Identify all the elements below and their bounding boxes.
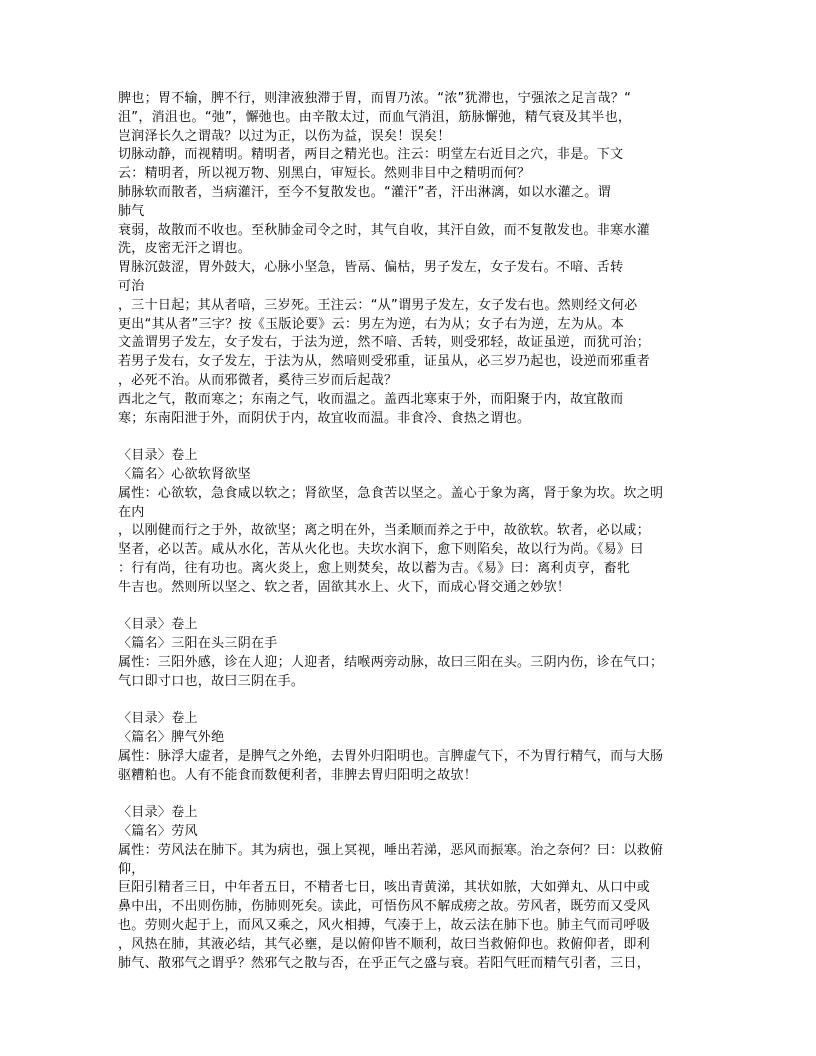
text-line: 胃脉沉鼓涩，胃外鼓大，心脉小坚急，皆鬲、偏枯，男子发左，女子发右。不喑、舌转 [118, 260, 624, 276]
text-line: 云：精明者，所以视万物、别黑白，审短长。然则非目中之精明而何？ [118, 166, 531, 182]
text-line: 气口即寸口也，故曰三阴在手。 [118, 673, 305, 689]
text-line: 在内 [118, 504, 145, 520]
text-line: 〈目录〉卷上 [118, 805, 198, 821]
text-line: 〈篇名〉脾气外绝 [118, 730, 225, 746]
text-line: ，三十日起；其从者喑，三岁死。王注云：“从”谓男子发左，女子发右也。然则经文何必 [118, 297, 638, 313]
blank-line [118, 785, 718, 804]
document-text-block [118, 90, 718, 973]
text-line: 衰弱，故散而不收也。至秋肺金司令之时，其气自收，其汗自敛，而不复散发也。非寒水灌 [118, 222, 651, 238]
text-line: 寒；东南阳泄于外，而阴伏于内，故宜收而温。非食冷、食热之谓也。 [118, 410, 531, 426]
text-line: 西北之气，散而寒之；东南之气，收而温之。盖西北寒束于外，而阳聚于内，故宜散而 [118, 391, 624, 407]
blank-line [118, 692, 718, 711]
text-line: 〈篇名〉劳风 [118, 824, 198, 840]
text-line: 属性：三阳外感，诊在人迎；人迎者，结喉两旁动脉，故曰三阳在头。三阴内伤，诊在气口； [118, 654, 664, 670]
text-line: 更出“其从者”三字？按《玉版论要》云：男左为逆，右为从；女子右为逆，左为从。本 [118, 316, 625, 332]
text-line: ，风热在肺，其液必结，其气必壅，是以俯仰皆不顺利，故曰当救俯仰也。救俯仰者，即利 [118, 936, 651, 952]
text-line: 切脉动静，而视精明。精明者，两目之精光也。注云：明堂左右近目之穴，非是。下文 [118, 147, 624, 163]
text-line: 〈目录〉卷上 [118, 448, 198, 464]
text-line: 沮”，消沮也。“弛”，懈弛也。由辛散太过，而血气消沮，筋脉懈弛，精气衰及其半也， [118, 109, 632, 125]
text-line: 属性：心欲软，急食咸以软之；肾欲坚，急食苦以坚之。盖心于象为离，肾于象为坎。坎之明 [118, 485, 664, 501]
text-line: 鼻中出，不出则伤肺，伤肺则死矣。读此，可悟伤风不解成痨之故。劳风者，既劳而又受风 [118, 899, 651, 915]
text-line: 属性：劳风法在肺下。其为病也，强上冥视，唾出若涕，恶风而振寒。治之奈何？曰：以救俯 [118, 842, 664, 858]
text-line: 洗，皮密无汗之谓也。 [118, 241, 252, 257]
text-line: ：行有尚，往有功也。离火炎上，愈上则焚矣，故以蓄为吉。《易》曰：离利贞亨，畜牝 [118, 560, 631, 576]
text-line: 〈篇名〉三阳在头三阴在手 [118, 636, 278, 652]
text-line: 〈目录〉卷上 [118, 711, 198, 727]
text-line: 也。劳则火起于上，而风又乘之，风火相搏，气凑于上，故云法在肺下也。肺主气而司呼吸 [118, 918, 651, 934]
text-line: ，以刚健而行之于外，故欲坚；离之明在外，当柔顺而养之于中，故欲软。软者，必以咸； [118, 523, 651, 539]
text-line: 肺脉软而散者，当病灌汗，至今不复散发也。“灌汗”者，汗出淋漓，如以水灌之。谓 [118, 184, 611, 200]
text-line: 〈目录〉卷上 [118, 617, 198, 633]
text-line: 〈篇名〉心欲软肾欲坚 [118, 466, 252, 482]
text-line: 驱糟粕也。人有不能食而数便利者，非脾去胃归阳明之故欤！ [118, 767, 478, 783]
text-line: 属性：脉浮大虚者，是脾气之外绝，去胃外归阳明也。言脾虚气下，不为胃行精气，而与大肠 [118, 748, 664, 764]
blank-line [118, 598, 718, 617]
text-line: 仰， [118, 861, 145, 877]
text-line: 坚者，必以苦。咸从水化，苦从火化也。夫坎水润下，愈下则陷矣，故以行为尚。《易》曰 [118, 542, 644, 558]
text-line: 肺气、散邪气之谓乎？然邪气之散与否，在乎正气之盛与衰。若阳气旺而精气引者，三日， [118, 955, 651, 971]
text-line: 巨阳引精者三日，中年者五日，不精者七日，咳出青黄涕，其状如脓，大如弹丸、从口中或 [118, 880, 651, 896]
text-line: 肺气 [118, 203, 145, 219]
text-line: ，必死不治。从而邪微者，奚待三岁而后起哉？ [118, 372, 398, 388]
text-line: 若男子发右，女子发左，于法为从，然喑则受邪重，证虽从，必三岁乃起也，设逆而邪重者 [118, 354, 651, 370]
text-line: 文盖谓男子发左，女子发右，于法为逆，然不喑、舌转，则受邪轻，故证虽逆，而犹可治； [118, 335, 651, 351]
text-line: 脾也；胃不输，脾不行，则津液独滞于胃，而胃乃浓。“浓”犹滞也，宁强浓之足言哉？“ [118, 91, 632, 106]
blank-line [118, 428, 718, 447]
text-line: 岂润泽长久之谓哉？以过为正，以伤为益，误矣！误矣！ [118, 128, 451, 144]
text-line: 牛吉也。然则所以坚之、软之者，固欲其水上、火下，而成心肾交通之妙欤！ [118, 579, 571, 595]
text-line: 可治 [118, 278, 145, 294]
